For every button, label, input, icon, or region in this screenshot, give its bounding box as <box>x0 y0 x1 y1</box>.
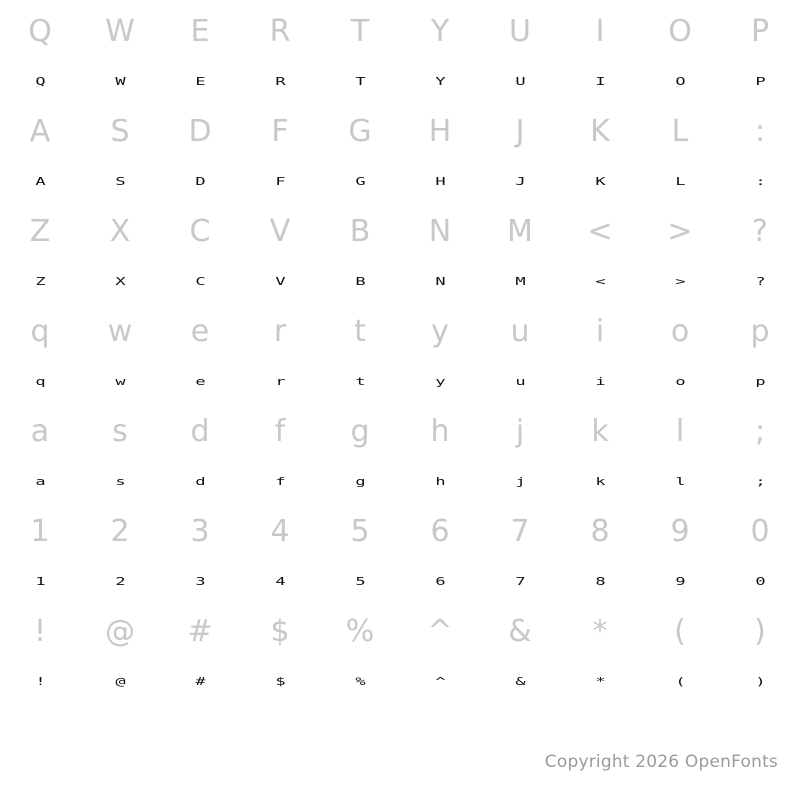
specimen-glyph: u <box>515 375 525 389</box>
specimen-pair <box>0 402 800 502</box>
key-label: I <box>595 14 605 49</box>
specimen-glyph: g <box>355 475 365 489</box>
specimen-glyph: Q <box>35 75 45 89</box>
specimen-glyph: R <box>275 75 285 89</box>
specimen-glyph: ^ <box>435 675 445 689</box>
specimen-glyph: P <box>755 75 765 89</box>
key-label: V <box>269 214 291 249</box>
key-label: M <box>507 214 533 249</box>
key-label: e <box>190 314 210 349</box>
specimen-glyph: A <box>35 175 45 189</box>
key-label: w <box>107 314 133 349</box>
key-label: S <box>110 114 130 149</box>
key-label: f <box>274 414 286 449</box>
key-label: Y <box>430 14 450 49</box>
key-label: y <box>431 314 449 349</box>
specimen-pair <box>0 202 800 302</box>
key-label: G <box>348 114 372 149</box>
key-label: X <box>109 214 131 249</box>
specimen-glyph: > <box>675 275 685 289</box>
specimen-glyph: p <box>755 375 765 389</box>
key-label: $ <box>270 614 290 649</box>
key-label: 7 <box>510 514 530 549</box>
specimen-glyph: K <box>595 175 605 189</box>
key-label: K <box>590 114 610 149</box>
key-label: # <box>187 614 213 649</box>
specimen-row <box>0 462 800 502</box>
key-label: C <box>189 214 211 249</box>
specimen-glyph: X <box>115 275 125 289</box>
specimen-glyph: ? <box>755 275 765 289</box>
key-label: D <box>188 114 212 149</box>
specimen-glyph: ( <box>675 675 685 689</box>
specimen-glyph: U <box>515 75 525 89</box>
specimen-row <box>0 262 800 302</box>
key-label: ? <box>752 214 768 249</box>
specimen-glyph: i <box>595 375 605 389</box>
specimen-glyph: ) <box>755 675 765 689</box>
key-label-row <box>0 602 800 662</box>
key-label: * <box>592 614 608 649</box>
key-label: k <box>591 414 609 449</box>
key-label: j <box>515 414 525 449</box>
specimen-glyph: C <box>195 275 205 289</box>
specimen-row <box>0 62 800 102</box>
key-label: 9 <box>670 514 690 549</box>
specimen-glyph: O <box>675 75 685 89</box>
specimen-glyph: 8 <box>595 575 605 589</box>
key-label: 3 <box>190 514 210 549</box>
specimen-glyph: f <box>275 475 285 489</box>
key-label: U <box>509 14 531 49</box>
specimen-row <box>0 362 800 402</box>
key-label: p <box>750 314 770 349</box>
specimen-glyph: 5 <box>355 575 365 589</box>
key-label: ( <box>674 614 686 649</box>
key-label: W <box>105 14 135 49</box>
key-label: r <box>273 314 287 349</box>
specimen-glyph: W <box>115 75 125 89</box>
key-label: Q <box>28 14 52 49</box>
specimen-glyph: 7 <box>515 575 525 589</box>
specimen-glyph: 3 <box>195 575 205 589</box>
key-label: Z <box>29 214 51 249</box>
key-label-row <box>0 2 800 62</box>
key-label: 2 <box>110 514 130 549</box>
key-label: ) <box>754 614 766 649</box>
specimen-row <box>0 562 800 602</box>
key-label: h <box>430 414 450 449</box>
specimen-glyph: q <box>35 375 45 389</box>
specimen-glyph: % <box>355 675 365 689</box>
specimen-glyph: L <box>675 175 685 189</box>
specimen-glyph: V <box>275 275 285 289</box>
key-label: H <box>428 114 452 149</box>
key-label: @ <box>105 614 135 649</box>
specimen-glyph: ; <box>755 475 765 489</box>
specimen-glyph: @ <box>115 675 125 689</box>
key-label: A <box>29 114 51 149</box>
key-label: a <box>30 414 50 449</box>
key-label: L <box>671 114 689 149</box>
key-label-row <box>0 302 800 362</box>
specimen-glyph: I <box>595 75 605 89</box>
specimen-glyph: M <box>515 275 525 289</box>
specimen-glyph: k <box>595 475 605 489</box>
key-label: : <box>754 114 766 149</box>
specimen-glyph: 2 <box>115 575 125 589</box>
key-label: F <box>271 114 289 149</box>
specimen-glyph: J <box>515 175 525 189</box>
key-label: o <box>670 314 690 349</box>
key-label: ; <box>754 414 766 449</box>
key-label: 1 <box>30 514 50 549</box>
key-label: ^ <box>427 614 453 649</box>
key-label: s <box>112 414 128 449</box>
key-label-row <box>0 102 800 162</box>
specimen-glyph: 6 <box>435 575 445 589</box>
key-label: d <box>190 414 210 449</box>
key-label: 6 <box>430 514 450 549</box>
specimen-glyph: j <box>515 475 525 489</box>
specimen-glyph: d <box>195 475 205 489</box>
key-label-row <box>0 402 800 462</box>
specimen-glyph: B <box>355 275 365 289</box>
specimen-glyph: * <box>595 675 605 689</box>
specimen-glyph: 0 <box>755 575 765 589</box>
key-label: P <box>750 14 770 49</box>
key-label-row <box>0 202 800 262</box>
key-label: 5 <box>350 514 370 549</box>
specimen-row <box>0 162 800 202</box>
specimen-glyph: 4 <box>275 575 285 589</box>
specimen-glyph: s <box>115 475 125 489</box>
specimen-pair <box>0 302 800 402</box>
key-label: ! <box>33 614 47 649</box>
key-label: J <box>515 114 525 149</box>
key-label: u <box>510 314 530 349</box>
specimen-glyph: : <box>755 175 765 189</box>
specimen-glyph: e <box>195 375 205 389</box>
key-label: > <box>667 214 693 249</box>
key-label: N <box>428 214 452 249</box>
key-label: 4 <box>270 514 290 549</box>
key-label: E <box>190 14 210 49</box>
key-label: g <box>350 414 370 449</box>
key-label: 0 <box>750 514 770 549</box>
specimen-glyph: a <box>35 475 45 489</box>
specimen-glyph: < <box>595 275 605 289</box>
specimen-glyph: H <box>435 175 445 189</box>
specimen-glyph: T <box>355 75 365 89</box>
specimen-glyph: Z <box>35 275 45 289</box>
specimen-glyph: o <box>675 375 685 389</box>
key-label-row <box>0 502 800 562</box>
footer <box>0 752 800 772</box>
key-label: R <box>269 14 291 49</box>
specimen-glyph: r <box>275 375 285 389</box>
specimen-glyph: S <box>115 175 125 189</box>
specimen-row <box>0 662 800 702</box>
specimen-glyph: l <box>675 475 685 489</box>
specimen-pair <box>0 502 800 602</box>
key-label: % <box>345 614 375 649</box>
key-label: q <box>30 314 50 349</box>
specimen-glyph: N <box>435 275 445 289</box>
key-label: i <box>595 314 605 349</box>
specimen-glyph: w <box>115 375 125 389</box>
specimen-pair <box>0 2 800 102</box>
key-label: t <box>354 314 366 349</box>
specimen-glyph: Y <box>435 75 445 89</box>
specimen-glyph: y <box>435 375 445 389</box>
key-label: l <box>675 414 685 449</box>
specimen-glyph: $ <box>275 675 285 689</box>
specimen-pair <box>0 602 800 702</box>
key-label: B <box>349 214 371 249</box>
specimen-glyph: D <box>195 175 205 189</box>
key-label: & <box>508 614 532 649</box>
specimen-glyph: ! <box>35 675 45 689</box>
key-label: < <box>587 214 613 249</box>
key-label: 8 <box>590 514 610 549</box>
specimen-glyph: G <box>355 175 365 189</box>
specimen-glyph: h <box>435 475 445 489</box>
specimen-glyph: t <box>355 375 365 389</box>
specimen-glyph: E <box>195 75 205 89</box>
specimen-glyph: F <box>275 175 285 189</box>
specimen-glyph: & <box>515 675 525 689</box>
specimen-pair <box>0 102 800 202</box>
specimen-glyph: 1 <box>35 575 45 589</box>
key-label: O <box>668 14 692 49</box>
copyright-notice: Copyright 2026 OpenFonts <box>544 752 778 772</box>
specimen-glyph: # <box>195 675 205 689</box>
specimen-glyph: 9 <box>675 575 685 589</box>
key-label: T <box>350 14 370 49</box>
